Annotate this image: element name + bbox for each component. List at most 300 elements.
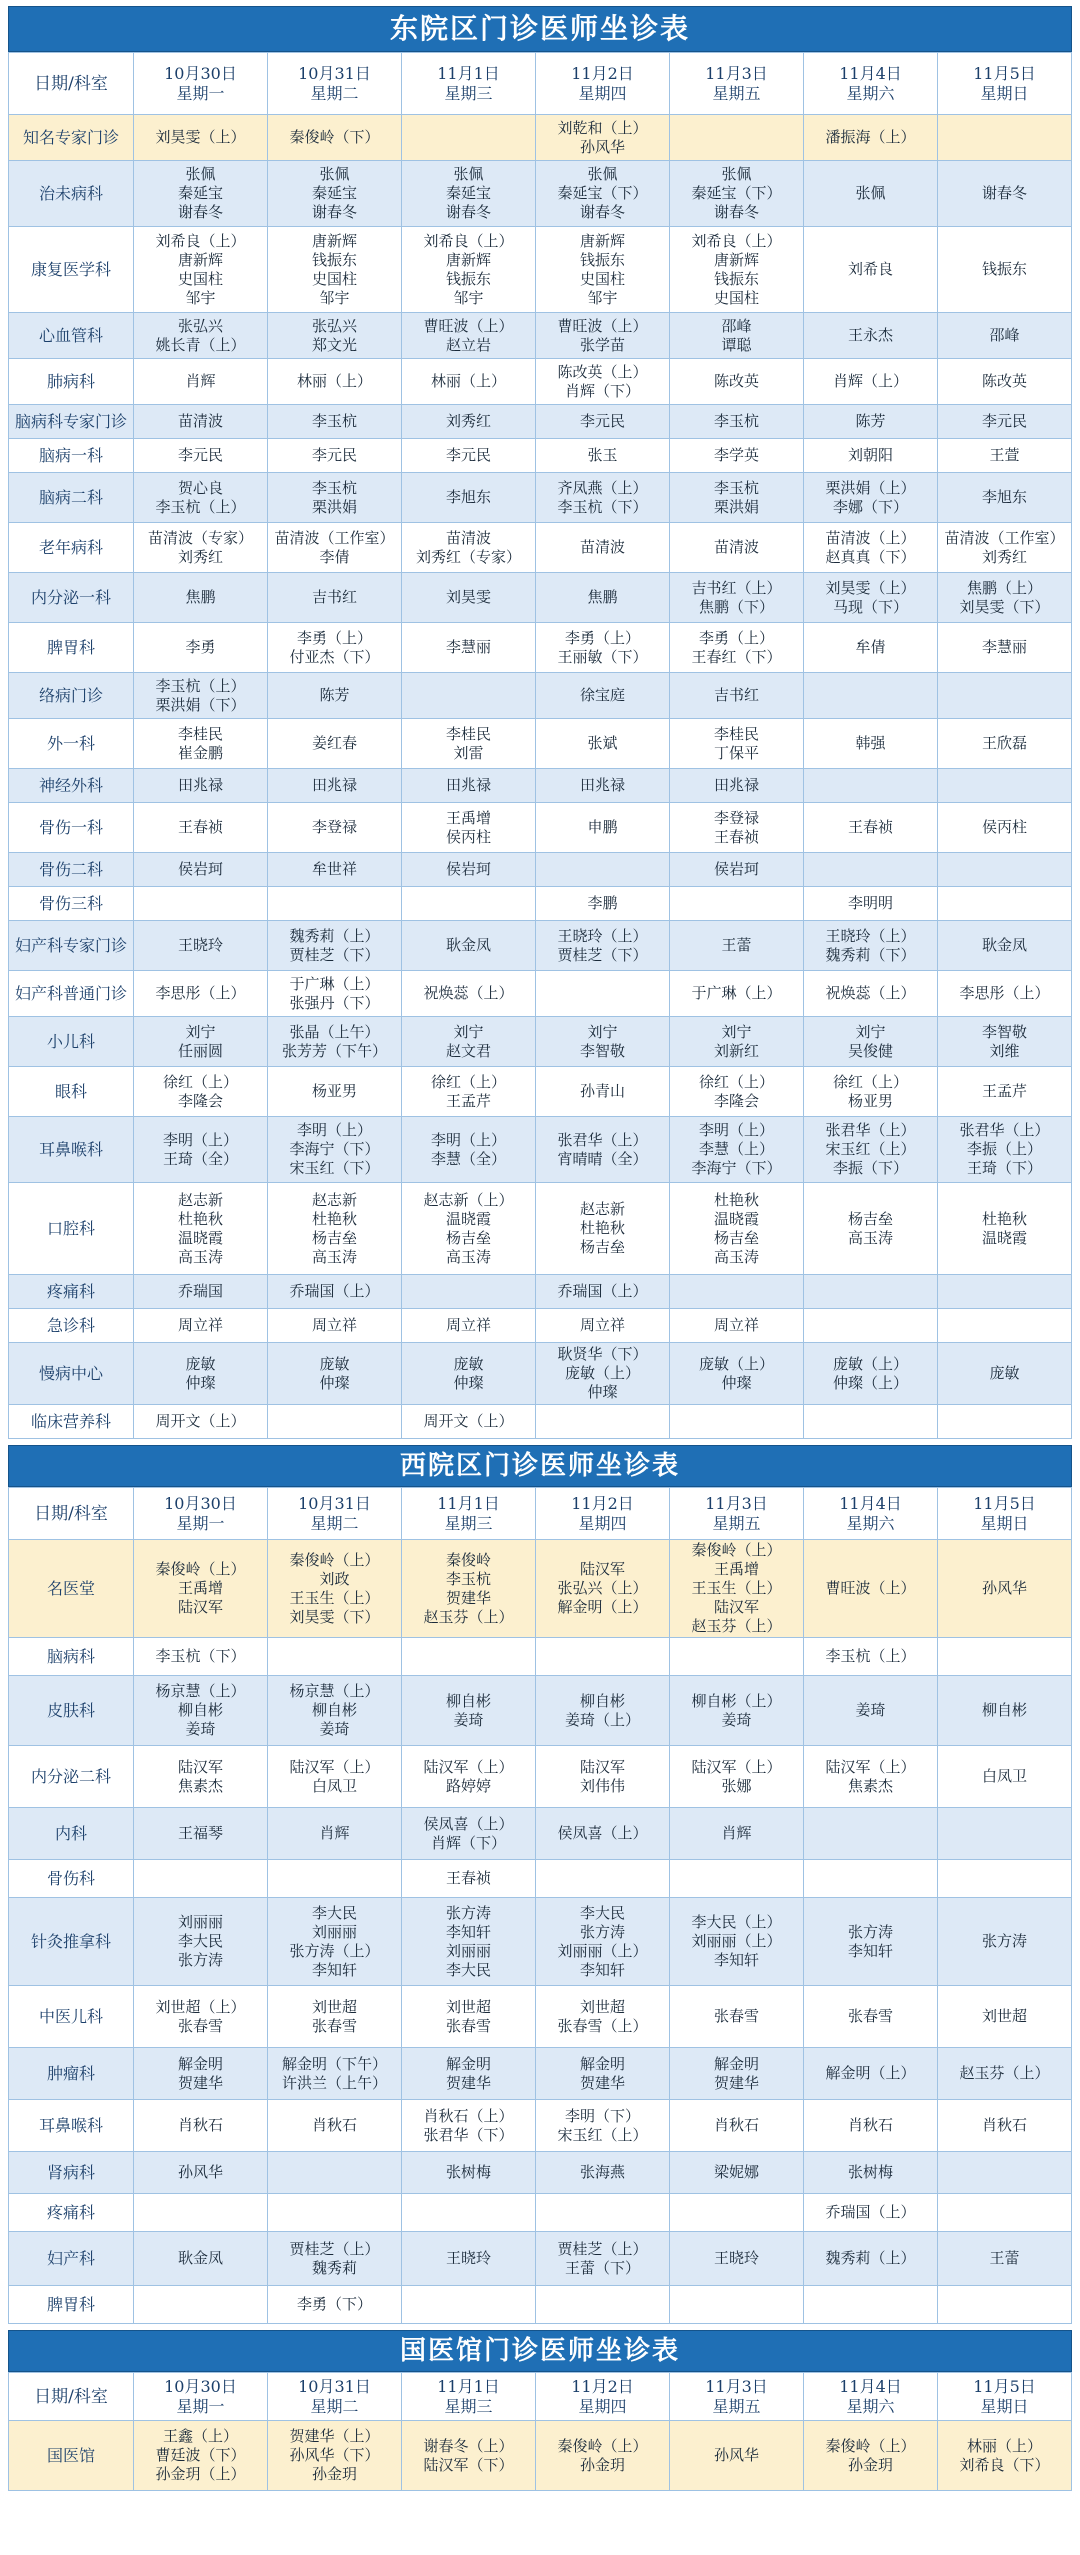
doctor-cell: 姜琦 xyxy=(804,1676,938,1746)
doctor-cell: 张佩 秦延宝（下） 谢春冬 xyxy=(670,161,804,227)
doctor-cell: 杜艳秋 温晓霞 xyxy=(938,1183,1072,1275)
doctor-cell: 陆汉军（上） 路婷婷 xyxy=(402,1746,536,1808)
doctor-cell: 刘世超 xyxy=(938,1986,1072,2048)
table-row xyxy=(9,623,1072,673)
weekday-label: 星期三 xyxy=(444,2396,493,2416)
header-row xyxy=(9,2373,1072,2421)
doctor-cell: 侯岩珂 xyxy=(402,853,536,887)
department-name: 内分泌一科 xyxy=(9,573,134,623)
table-row xyxy=(9,2100,1072,2152)
doctor-cell: 肖辉 xyxy=(268,1808,402,1860)
doctor-cell: 李勇 xyxy=(134,623,268,673)
doctor-cell: 耿金凤 xyxy=(134,2232,268,2286)
doctor-cell: 柳自彬（上） 姜琦 xyxy=(670,1676,804,1746)
date-label: 11月5日 xyxy=(973,2376,1036,2396)
date-header xyxy=(536,2373,670,2421)
doctor-cell: 苗清波 xyxy=(134,405,268,439)
date-header xyxy=(536,53,670,115)
table-row xyxy=(9,1275,1072,1309)
department-name: 骨伤一科 xyxy=(9,803,134,853)
doctor-cell: 刘宁 任丽圆 xyxy=(134,1017,268,1067)
table-row xyxy=(9,1860,1072,1898)
doctor-cell: 王春祯 xyxy=(402,1860,536,1898)
doctor-cell: 李学英 xyxy=(670,439,804,473)
table-row xyxy=(9,1676,1072,1746)
table-row xyxy=(9,2048,1072,2100)
department-name: 疼痛科 xyxy=(9,1275,134,1309)
weekday-label: 星期四 xyxy=(578,2396,627,2416)
doctor-cell: 王晓玲（上） 贾桂芝（下） xyxy=(536,921,670,971)
doctor-cell: 田兆禄 xyxy=(134,769,268,803)
doctor-cell: 陆汉军（上） 焦素杰 xyxy=(804,1746,938,1808)
doctor-cell xyxy=(536,1638,670,1676)
table-row xyxy=(9,1638,1072,1676)
doctor-cell: 赵志新（上） 温晓霞 杨吉垒 高玉涛 xyxy=(402,1183,536,1275)
doctor-cell xyxy=(804,1275,938,1309)
doctor-cell: 李明（上） 李慧（全） xyxy=(402,1117,536,1183)
doctor-cell: 栗洪娟（上） 李娜（下） xyxy=(804,473,938,523)
department-name: 康复医学科 xyxy=(9,227,134,313)
date-header xyxy=(670,1488,804,1540)
doctor-cell: 李元民 xyxy=(402,439,536,473)
doctor-cell: 侯丙柱 xyxy=(938,803,1072,853)
department-name: 妇产科 xyxy=(9,2232,134,2286)
doctor-cell: 王孟芹 xyxy=(938,1067,1072,1117)
doctor-cell: 王福琴 xyxy=(134,1808,268,1860)
doctor-cell: 李登禄 王春祯 xyxy=(670,803,804,853)
doctor-cell: 张方涛 李知轩 刘丽丽 李大民 xyxy=(402,1898,536,1986)
doctor-cell xyxy=(670,1405,804,1439)
weekday-label: 星期六 xyxy=(846,2396,895,2416)
doctor-cell: 李玉杭（上） 栗洪娟（下） xyxy=(134,673,268,719)
doctor-cell: 王春祯 xyxy=(804,803,938,853)
doctor-cell xyxy=(134,2194,268,2232)
date-header xyxy=(938,53,1072,115)
doctor-cell: 秦俊岭（上） 王禹增 陆汉军 xyxy=(134,1540,268,1638)
doctor-cell: 陆汉军（上） 白凤卫 xyxy=(268,1746,402,1808)
table-row xyxy=(9,2232,1072,2286)
doctor-cell: 周立祥 xyxy=(268,1309,402,1343)
date-label: 11月3日 xyxy=(705,63,768,83)
doctor-cell: 刘世超 张春雪 xyxy=(268,1986,402,2048)
date-label: 11月2日 xyxy=(571,63,634,83)
doctor-cell xyxy=(268,1638,402,1676)
department-name: 小儿科 xyxy=(9,1017,134,1067)
doctor-cell: 牟世祥 xyxy=(268,853,402,887)
table-row xyxy=(9,1808,1072,1860)
doctor-cell: 庞敏（上） 仲璨 xyxy=(670,1343,804,1405)
table-row xyxy=(9,1067,1072,1117)
department-name: 脑病科专家门诊 xyxy=(9,405,134,439)
doctor-cell: 王蕾 xyxy=(938,2232,1072,2286)
doctor-cell: 李玉杭 栗洪娟 xyxy=(268,473,402,523)
weekday-label: 星期日 xyxy=(980,1513,1029,1533)
doctor-cell xyxy=(670,887,804,921)
doctor-cell xyxy=(134,887,268,921)
doctor-cell: 谢春冬（上） 陆汉军（下） xyxy=(402,2421,536,2491)
schedule-section xyxy=(8,2330,1072,2491)
doctor-cell: 刘宁 赵文君 xyxy=(402,1017,536,1067)
table-row xyxy=(9,523,1072,573)
table-row xyxy=(9,2286,1072,2324)
date-header xyxy=(134,1488,268,1540)
date-header xyxy=(134,2373,268,2421)
doctor-cell: 杜艳秋 温晓霞 杨吉垒 高玉涛 xyxy=(670,1183,804,1275)
doctor-cell: 肖辉 xyxy=(134,359,268,405)
doctor-cell: 李明（上） 李慧（上） 李海宁（下） xyxy=(670,1117,804,1183)
doctor-cell: 张春雪 xyxy=(804,1986,938,2048)
department-name: 慢病中心 xyxy=(9,1343,134,1405)
department-name: 外一科 xyxy=(9,719,134,769)
department-name: 治未病科 xyxy=(9,161,134,227)
doctor-cell: 肖秋石 xyxy=(670,2100,804,2152)
doctor-cell: 李慧丽 xyxy=(402,623,536,673)
doctor-cell: 乔瑞国（上） xyxy=(268,1275,402,1309)
doctor-cell: 解金明 贺建华 xyxy=(670,2048,804,2100)
doctor-cell: 杨京慧（上） 柳自彬 姜琦 xyxy=(134,1676,268,1746)
doctor-cell xyxy=(402,887,536,921)
weekday-label: 星期三 xyxy=(444,83,493,103)
doctor-cell: 刘秀红 xyxy=(402,405,536,439)
doctor-cell: 刘世超 张春雪（上） xyxy=(536,1986,670,2048)
doctor-cell: 王禹增 侯丙柱 xyxy=(402,803,536,853)
table-row xyxy=(9,1898,1072,1986)
weekday-label: 星期一 xyxy=(176,83,225,103)
table-row xyxy=(9,1017,1072,1067)
department-name: 肺病科 xyxy=(9,359,134,405)
doctor-cell xyxy=(938,1860,1072,1898)
doctor-cell: 田兆禄 xyxy=(402,769,536,803)
header-row xyxy=(9,53,1072,115)
doctor-cell: 肖秋石 xyxy=(268,2100,402,2152)
doctor-cell: 田兆禄 xyxy=(536,769,670,803)
weekday-label: 星期日 xyxy=(980,83,1029,103)
doctor-cell: 陆汉军 刘伟伟 xyxy=(536,1746,670,1808)
table-row xyxy=(9,1540,1072,1638)
doctor-cell xyxy=(536,2194,670,2232)
doctor-cell: 解金明 贺建华 xyxy=(402,2048,536,2100)
header-label: 日期/科室 xyxy=(9,2373,134,2421)
doctor-cell xyxy=(670,2194,804,2232)
schedule-table xyxy=(8,52,1072,1439)
doctor-cell: 陈芳 xyxy=(804,405,938,439)
table-row xyxy=(9,313,1072,359)
doctor-cell: 陈改英（上） 肖辉（下） xyxy=(536,359,670,405)
doctor-cell: 刘昊雯 xyxy=(402,573,536,623)
department-name: 脾胃科 xyxy=(9,623,134,673)
doctor-cell xyxy=(804,1405,938,1439)
department-name: 耳鼻喉科 xyxy=(9,1117,134,1183)
doctor-cell: 王蕾 xyxy=(670,921,804,971)
doctor-cell xyxy=(536,1405,670,1439)
department-name: 内分泌二科 xyxy=(9,1746,134,1808)
department-name: 脑病一科 xyxy=(9,439,134,473)
doctor-cell: 秦俊岭（下） xyxy=(268,115,402,161)
doctor-cell: 齐凤燕（上） 李玉杭（下） xyxy=(536,473,670,523)
doctor-cell: 孙风华 xyxy=(670,2421,804,2491)
weekday-label: 星期日 xyxy=(980,2396,1029,2416)
section-title: 国医馆门诊医师坐诊表 xyxy=(8,2330,1072,2372)
doctor-cell: 焦鹏 xyxy=(134,573,268,623)
table-row xyxy=(9,769,1072,803)
weekday-label: 星期五 xyxy=(712,83,761,103)
doctor-cell xyxy=(670,1275,804,1309)
weekday-label: 星期二 xyxy=(310,83,359,103)
doctor-cell: 乔瑞国（上） xyxy=(536,1275,670,1309)
doctor-cell xyxy=(938,673,1072,719)
doctor-cell: 解金明（上） xyxy=(804,2048,938,2100)
table-row xyxy=(9,227,1072,313)
doctor-cell: 秦俊岭（上） 王禹增 王玉生（上） 陆汉军 赵玉芬（上） xyxy=(670,1540,804,1638)
doctor-cell: 侯凤喜（上） xyxy=(536,1808,670,1860)
department-name: 骨伤二科 xyxy=(9,853,134,887)
schedule-section xyxy=(8,6,1072,1439)
doctor-cell: 钱振东 xyxy=(938,227,1072,313)
doctor-cell: 刘朝阳 xyxy=(804,439,938,473)
department-name: 骨伤三科 xyxy=(9,887,134,921)
table-row xyxy=(9,473,1072,523)
doctor-cell: 吉书红（上） 焦鹏（下） xyxy=(670,573,804,623)
doctor-cell: 王萱 xyxy=(938,439,1072,473)
doctor-cell: 周开文（上） xyxy=(134,1405,268,1439)
doctor-cell: 肖辉（上） xyxy=(804,359,938,405)
doctor-cell: 赵玉芬（上） xyxy=(938,2048,1072,2100)
doctor-cell: 秦俊岭（上） 孙金玥 xyxy=(536,2421,670,2491)
doctor-cell: 李勇（上） 王丽敏（下） xyxy=(536,623,670,673)
doctor-cell: 王晓玲 xyxy=(402,2232,536,2286)
table-row xyxy=(9,1405,1072,1439)
date-header xyxy=(804,53,938,115)
doctor-cell: 张君华（上） 李振（上） 王琦（下） xyxy=(938,1117,1072,1183)
doctor-cell: 刘宁 刘新红 xyxy=(670,1017,804,1067)
doctor-cell: 徐红（上） 李隆会 xyxy=(670,1067,804,1117)
doctor-cell: 姜红春 xyxy=(268,719,402,769)
doctor-cell: 唐新辉 钱振东 史国柱 邹宇 xyxy=(268,227,402,313)
date-header xyxy=(402,53,536,115)
table-row xyxy=(9,1343,1072,1405)
department-name: 针灸推拿科 xyxy=(9,1898,134,1986)
department-name: 脑病二科 xyxy=(9,473,134,523)
doctor-cell: 邵峰 xyxy=(938,313,1072,359)
doctor-cell: 潘振海（上） xyxy=(804,115,938,161)
table-row xyxy=(9,803,1072,853)
date-label: 11月3日 xyxy=(705,1493,768,1513)
doctor-cell xyxy=(938,769,1072,803)
doctor-cell: 白凤卫 xyxy=(938,1746,1072,1808)
doctor-cell: 解金明 贺建华 xyxy=(134,2048,268,2100)
table-row xyxy=(9,1117,1072,1183)
department-name: 知名专家门诊 xyxy=(9,115,134,161)
doctor-cell xyxy=(268,887,402,921)
doctor-cell: 张晶（上午） 张芳芳（下午） xyxy=(268,1017,402,1067)
doctor-cell: 林丽（上） xyxy=(268,359,402,405)
doctor-cell: 王晓玲 xyxy=(134,921,268,971)
table-row xyxy=(9,439,1072,473)
doctor-cell: 贾桂芝（上） 王蕾（下） xyxy=(536,2232,670,2286)
doctor-cell: 李明（下） 宋玉红（上） xyxy=(536,2100,670,2152)
doctor-cell: 徐红（上） 杨亚男 xyxy=(804,1067,938,1117)
doctor-cell: 曹旺波（上） 张学苗 xyxy=(536,313,670,359)
doctor-cell: 肖秋石 xyxy=(938,2100,1072,2152)
date-header xyxy=(268,2373,402,2421)
doctor-cell: 柳自彬 姜琦（上） xyxy=(536,1676,670,1746)
doctor-cell: 肖秋石 xyxy=(804,2100,938,2152)
date-header xyxy=(134,53,268,115)
doctor-cell: 李桂民 丁保平 xyxy=(670,719,804,769)
doctor-cell: 张佩 秦延宝（下） 谢春冬 xyxy=(536,161,670,227)
doctor-cell: 耿贤华（下） 庞敏（上） 仲璨 xyxy=(536,1343,670,1405)
department-name: 眼科 xyxy=(9,1067,134,1117)
date-label: 11月1日 xyxy=(437,1493,500,1513)
department-name: 老年病科 xyxy=(9,523,134,573)
doctor-cell: 张佩 xyxy=(804,161,938,227)
doctor-cell xyxy=(134,2286,268,2324)
department-name: 内科 xyxy=(9,1808,134,1860)
schedule-table xyxy=(8,2372,1072,2491)
department-name: 国医馆 xyxy=(9,2421,134,2491)
header-row xyxy=(9,1488,1072,1540)
doctor-cell: 李旭东 xyxy=(938,473,1072,523)
date-label: 10月31日 xyxy=(298,63,371,83)
doctor-cell: 周立祥 xyxy=(134,1309,268,1343)
department-name: 神经外科 xyxy=(9,769,134,803)
weekday-label: 星期二 xyxy=(310,1513,359,1533)
doctor-cell: 孙风华 xyxy=(938,1540,1072,1638)
doctor-cell: 李元民 xyxy=(938,405,1072,439)
doctor-cell xyxy=(268,1860,402,1898)
doctor-cell: 李玉杭 xyxy=(268,405,402,439)
table-row xyxy=(9,115,1072,161)
weekday-label: 星期二 xyxy=(310,2396,359,2416)
doctor-cell: 刘希良 xyxy=(804,227,938,313)
doctor-cell: 张君华（上） 宋玉红（上） 李振（下） xyxy=(804,1117,938,1183)
weekday-label: 星期五 xyxy=(712,2396,761,2416)
doctor-cell: 刘世超（上） 张春雪 xyxy=(134,1986,268,2048)
department-name: 肾病科 xyxy=(9,2152,134,2194)
doctor-cell xyxy=(804,673,938,719)
doctor-cell: 张君华（上） 宵晴晴（全） xyxy=(536,1117,670,1183)
doctor-cell: 陈芳 xyxy=(268,673,402,719)
doctor-cell: 庞敏 仲璨 xyxy=(134,1343,268,1405)
doctor-cell: 田兆禄 xyxy=(268,769,402,803)
department-name: 妇产科专家门诊 xyxy=(9,921,134,971)
doctor-cell: 焦鹏 xyxy=(536,573,670,623)
doctor-cell: 王欣磊 xyxy=(938,719,1072,769)
doctor-cell: 焦鹏（上） 刘昊雯（下） xyxy=(938,573,1072,623)
doctor-cell xyxy=(938,1405,1072,1439)
doctor-cell: 周立祥 xyxy=(536,1309,670,1343)
doctor-cell xyxy=(402,115,536,161)
doctor-cell: 田兆禄 xyxy=(670,769,804,803)
table-row xyxy=(9,359,1072,405)
doctor-cell xyxy=(938,2286,1072,2324)
doctor-cell: 徐红（上） 李隆会 xyxy=(134,1067,268,1117)
department-name: 疼痛科 xyxy=(9,2194,134,2232)
doctor-cell xyxy=(804,769,938,803)
doctor-cell: 李勇（上） 付亚杰（下） xyxy=(268,623,402,673)
doctor-cell xyxy=(402,1275,536,1309)
doctor-cell: 苗清波（上） 赵真真（下） xyxy=(804,523,938,573)
doctor-cell: 牟倩 xyxy=(804,623,938,673)
date-header xyxy=(268,1488,402,1540)
department-name: 肿瘤科 xyxy=(9,2048,134,2100)
doctor-cell: 李勇（下） xyxy=(268,2286,402,2324)
doctor-cell: 魏秀莉（上） 贾桂芝（下） xyxy=(268,921,402,971)
doctor-cell: 李登禄 xyxy=(268,803,402,853)
doctor-cell: 李大民 刘丽丽 张方涛（上） 李知轩 xyxy=(268,1898,402,1986)
weekday-label: 星期四 xyxy=(578,1513,627,1533)
department-name: 脑病科 xyxy=(9,1638,134,1676)
doctor-cell: 张佩 秦延宝 谢春冬 xyxy=(402,161,536,227)
weekday-label: 星期一 xyxy=(176,2396,225,2416)
header-label: 日期/科室 xyxy=(9,1488,134,1540)
date-label: 11月5日 xyxy=(973,63,1036,83)
doctor-cell: 李玉杭（上） xyxy=(804,1638,938,1676)
table-row xyxy=(9,921,1072,971)
doctor-cell: 李桂民 崔金鹏 xyxy=(134,719,268,769)
doctor-cell: 李明（上） 李海宁（下） 宋玉红（下） xyxy=(268,1117,402,1183)
doctor-cell: 贺心良 李玉杭（上） xyxy=(134,473,268,523)
doctor-cell xyxy=(938,1275,1072,1309)
table-row xyxy=(9,2421,1072,2491)
doctor-cell: 梁妮娜 xyxy=(670,2152,804,2194)
doctor-cell xyxy=(536,971,670,1017)
department-name: 耳鼻喉科 xyxy=(9,2100,134,2152)
header-label: 日期/科室 xyxy=(9,53,134,115)
doctor-cell xyxy=(536,1860,670,1898)
doctor-cell: 杨亚男 xyxy=(268,1067,402,1117)
doctor-cell: 张玉 xyxy=(536,439,670,473)
doctor-cell xyxy=(670,115,804,161)
doctor-cell: 侯岩珂 xyxy=(670,853,804,887)
doctor-cell xyxy=(670,1638,804,1676)
table-row xyxy=(9,673,1072,719)
doctor-cell: 李大民 张方涛 刘丽丽（上） 李知轩 xyxy=(536,1898,670,1986)
date-label: 11月2日 xyxy=(571,1493,634,1513)
doctor-cell: 孙青山 xyxy=(536,1067,670,1117)
doctor-cell xyxy=(938,1638,1072,1676)
department-name: 络病门诊 xyxy=(9,673,134,719)
doctor-cell: 孙风华 xyxy=(134,2152,268,2194)
table-row xyxy=(9,719,1072,769)
doctor-cell: 张树梅 xyxy=(804,2152,938,2194)
date-label: 10月30日 xyxy=(164,1493,237,1513)
doctor-cell xyxy=(938,1808,1072,1860)
doctor-cell: 侯岩珂 xyxy=(134,853,268,887)
date-header xyxy=(804,1488,938,1540)
doctor-cell: 秦俊岭 李玉杭 贺建华 赵玉芬（上） xyxy=(402,1540,536,1638)
doctor-cell: 耿金凤 xyxy=(938,921,1072,971)
doctor-cell: 张佩 秦延宝 谢春冬 xyxy=(268,161,402,227)
doctor-cell xyxy=(938,853,1072,887)
doctor-cell xyxy=(938,1309,1072,1343)
doctor-cell: 申鹏 xyxy=(536,803,670,853)
doctor-cell: 苗清波（工作室） 李倩 xyxy=(268,523,402,573)
date-label: 11月1日 xyxy=(437,63,500,83)
doctor-cell: 李玉杭（下） xyxy=(134,1638,268,1676)
date-label: 11月1日 xyxy=(437,2376,500,2396)
doctor-cell: 陈改英 xyxy=(670,359,804,405)
doctor-cell: 祝焕蕊（上） xyxy=(402,971,536,1017)
weekday-label: 星期三 xyxy=(444,1513,493,1533)
section-title: 西院区门诊医师坐诊表 xyxy=(8,1445,1072,1487)
department-name: 皮肤科 xyxy=(9,1676,134,1746)
doctor-cell: 曹旺波（上） 赵立岩 xyxy=(402,313,536,359)
table-row xyxy=(9,971,1072,1017)
doctor-cell: 张斌 xyxy=(536,719,670,769)
doctor-cell: 贺建华（上） 孙风华（下） 孙金玥 xyxy=(268,2421,402,2491)
table-row xyxy=(9,2194,1072,2232)
